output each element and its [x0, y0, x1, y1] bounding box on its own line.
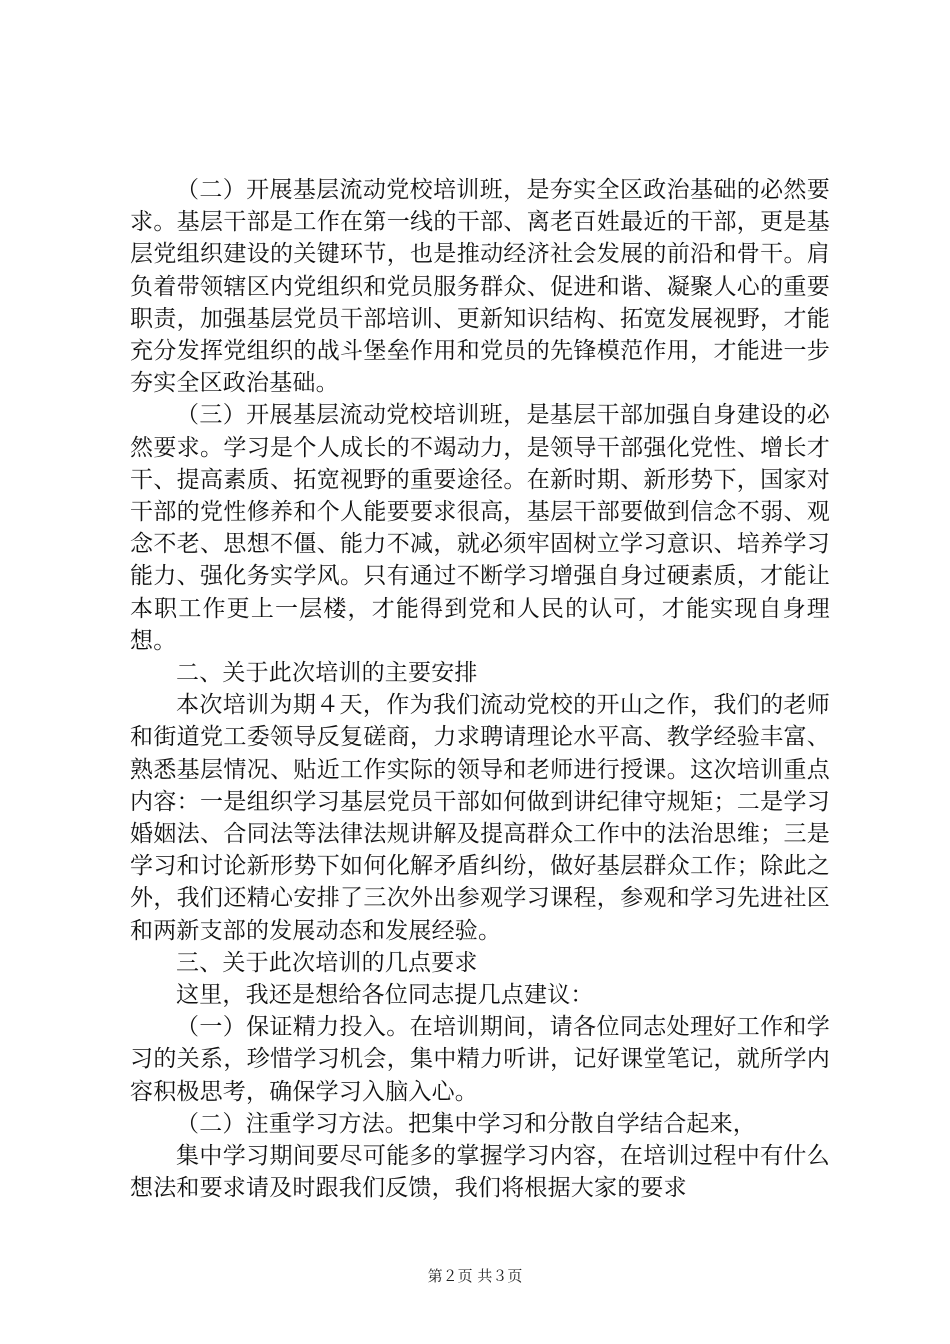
paragraph-training-arrangements: 本次培训为期４天，作为我们流动党校的开山之作，我们的老师和街道党工委领导反复磋商，力求聘请理论水平高、教学经验丰富、熟悉基层情况、贴近工作实际的领导和老师进行授课。这次培训重点内容：一是组织学习基层党员干部如何做到讲纪律守规矩；二是学习婚姻法、合同法等法律法规讲解及提高群众工作中的法治思维；三是学习和讨论新形势下如何化解矛盾纠纷，做好基层群众工作；除此之外，我们还精心安排了三次外出参观学习课程，参观和学习先进社区和两新支部的发展动态和发展经验。 — [130, 692, 830, 944]
paragraph-political-foundation: （二）开展基层流动党校培训班，是夯实全区政治基础的必然要求。基层干部是工作在第一线的干部、离老百姓最近的干部，更是基层党组织建设的关键环节，也是推动经济社会发展的前沿和骨干。肩负着带领辖区内党组织和党员服务群众、促进和谐、凝聚人心的重要职责，加强基层党员干部培训、更新知识结构、拓宽发展视野，才能充分发挥党组织的战斗堡垒作用和党员的先锋模范作用，才能进一步夯实全区政治基础。 — [130, 177, 830, 397]
section-heading-requirements: 三、关于此次培训的几点要求 — [176, 949, 478, 976]
paragraph-requirement-method-continued: 集中学习期间要尽可能多的掌握学习内容，在培训过程中有什么想法和要求请及时跟我们反馈，我们将根据大家的要求 — [130, 1143, 830, 1202]
page-number-footer: 第２页 共３页 — [427, 1267, 523, 1285]
paragraph-requirement-method: （二）注重学习方法。把集中学习和分散自学结合起来， — [176, 1110, 756, 1137]
paragraph-suggestions-intro: 这里，我还是想给各位同志提几点建议： — [176, 982, 594, 1009]
paragraph-self-construction: （三）开展基层流动党校培训班，是基层干部加强自身建设的必然要求。学习是个人成长的不竭动力，是领导干部强化党性、增长才干、提高素质、拓宽视野的重要途径。在新时期、新形势下，国家对干部的党性修养和个人能要要求很高，基层干部要做到信念不弱、观念不老、思想不僵、能力不减，就必须牢固树立学习意识、培养学习能力、强化务实学风。只有通过不断学习增强自身过硬素质，才能让本职工作更上一层楼，才能得到党和人民的认可，才能实现自身理想。 — [130, 402, 830, 654]
section-heading-arrangements: 二、关于此次培训的主要安排 — [176, 660, 478, 687]
paragraph-requirement-energy: （一）保证精力投入。在培训期间，请各位同志处理好工作和学习的关系，珍惜学习机会，集中精力听讲，记好课堂笔记，就所学内容积极思考，确保学习入脑入心。 — [130, 1014, 830, 1105]
document-body — [130, 174, 830, 1205]
